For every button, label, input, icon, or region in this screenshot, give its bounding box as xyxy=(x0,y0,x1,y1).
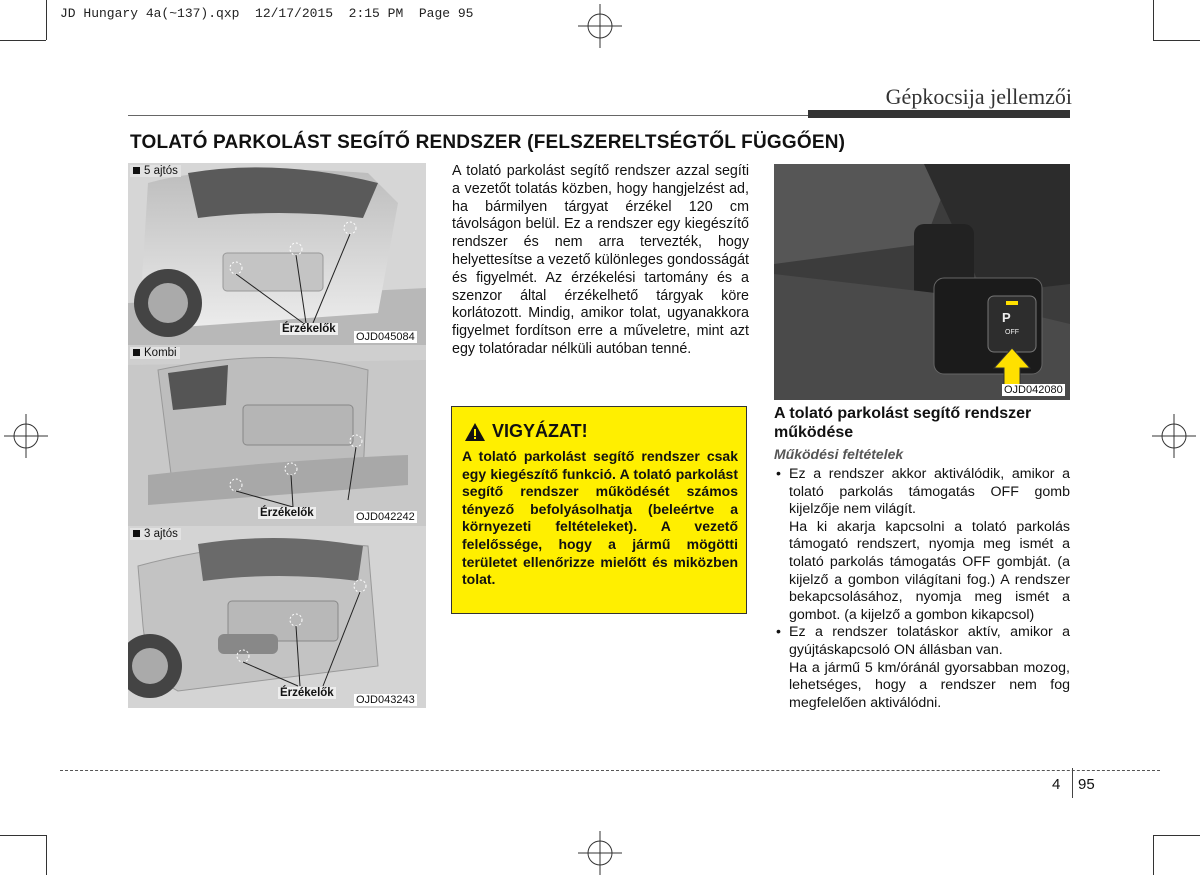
warning-heading xyxy=(464,421,588,442)
page-number: 95 xyxy=(1078,776,1095,793)
figure-5-door xyxy=(128,163,426,345)
crop-mark xyxy=(46,0,47,40)
figure-label: Kombi xyxy=(130,347,180,359)
car-rear-image xyxy=(128,163,426,345)
warning-triangle-icon xyxy=(464,422,486,442)
intro-paragraph: A tolató parkolást segítő rendszer azzal segíti a vezetőt tolatás közben, hogy hangjelzést ad, ha bármilyen tárgyat érzékel 120 cm távolságon belül. Ez a rendszer egy kiegészítő rendszer és nem arra tervezték, hogy helyettesítse a vezető különleges gondosságát és figyelmét. Az érzékelési tartomány és a szenzor által érzékelhető tárgyak köre korlátozott. Mindig, amikor tolat, ugyanakkora figyelmet fordítson erre a műveletre, mint azt egy tolatóradar nélküli autóban tenné. xyxy=(452,163,749,357)
crop-mark xyxy=(1153,40,1200,41)
crop-mark xyxy=(46,835,47,875)
operation-heading: A tolató parkolást segítő rendszer működése xyxy=(774,405,1032,441)
header-rule xyxy=(128,115,810,116)
registration-mark-icon xyxy=(4,414,48,458)
button-location-figure xyxy=(774,164,1070,400)
figure-code: OJD043243 xyxy=(356,694,415,706)
list-item-followup: Ha ki akarja kapcsolni a tolató parkolás támogató rendszert, nyomja meg ismét a tolató parkolás támogatás OFF gombját. (a kijelző a gombon világítani fog.) A rendszer bekapcsolásához, nyomja meg ismét a gombot. (a kijelző a gombon kikapcsol) xyxy=(789,518,1070,623)
button-p-label: P xyxy=(1002,310,1011,325)
dashboard-image xyxy=(774,164,1070,400)
crop-mark xyxy=(1153,835,1200,836)
figure-kombi xyxy=(128,345,426,527)
page-separator xyxy=(1072,768,1073,798)
footer-rule xyxy=(60,770,1160,771)
list-item: • Ez a rendszer akkor aktiválódik, amikor a tolató parkolás támogatás OFF gomb kijelzője nem világít. xyxy=(774,466,1070,519)
button-off-label: OFF xyxy=(1005,329,1019,336)
chapter-header: Gépkocsija jellemzői xyxy=(885,84,1072,109)
chapter-number: 4 xyxy=(1052,776,1061,793)
list-item-followup: Ha a jármű 5 km/óránál gyorsabban mozog, lehetséges, hogy a rendszer nem fog megfelelően aktiválódni. xyxy=(789,659,1070,711)
sensor-label: Érzékelők xyxy=(260,507,314,519)
sensor-label: Érzékelők xyxy=(282,323,336,335)
figure-code: OJD045084 xyxy=(356,331,415,343)
car-rear-image xyxy=(128,345,426,527)
crop-mark xyxy=(0,40,46,41)
crop-mark xyxy=(1153,835,1154,875)
registration-mark-icon xyxy=(1152,414,1196,458)
warning-box xyxy=(451,406,747,614)
warning-text: A tolató parkolást segítő rendszer csak egy kiegészítő funkció. A tolató parkolást segítő rendszer működését számos tényező befolyásolhatja (beleértve a környezeti feltételeket). A vezető felelőssége, hogy a jármű mögötti területet ellenőrizze mielőtt és miközben tolat. xyxy=(462,448,738,588)
print-slug: JD Hungary 4a(~137).qxp 12/17/2015 2:15 PM Page 95 xyxy=(60,6,474,21)
sensor-label: Érzékelők xyxy=(280,687,334,699)
list-item: • Ez a rendszer tolatáskor aktív, amikor a gyújtáskapcsoló ON állásban van. xyxy=(774,624,1070,659)
figure-3-door xyxy=(128,526,426,708)
section-title: TOLATÓ PARKOLÁST SEGÍTŐ RENDSZER (FELSZERELTSÉGTŐL FÜGGŐEN) xyxy=(130,132,846,153)
header-bar xyxy=(808,110,1070,118)
figure-code: OJD042242 xyxy=(356,511,415,523)
registration-mark-icon xyxy=(578,831,622,875)
registration-mark-icon xyxy=(578,4,622,48)
crop-mark xyxy=(0,835,46,836)
figure-label: 5 ajtós xyxy=(130,165,181,177)
crop-mark xyxy=(1153,0,1154,40)
operation-subheading: Működési feltételek xyxy=(774,446,904,462)
warning-title: VIGYÁZAT! xyxy=(492,421,588,441)
figure-label: 3 ajtós xyxy=(130,528,181,540)
figure-code: OJD042080 xyxy=(1004,384,1063,396)
car-rear-image xyxy=(128,526,426,708)
operation-list xyxy=(774,466,1070,712)
